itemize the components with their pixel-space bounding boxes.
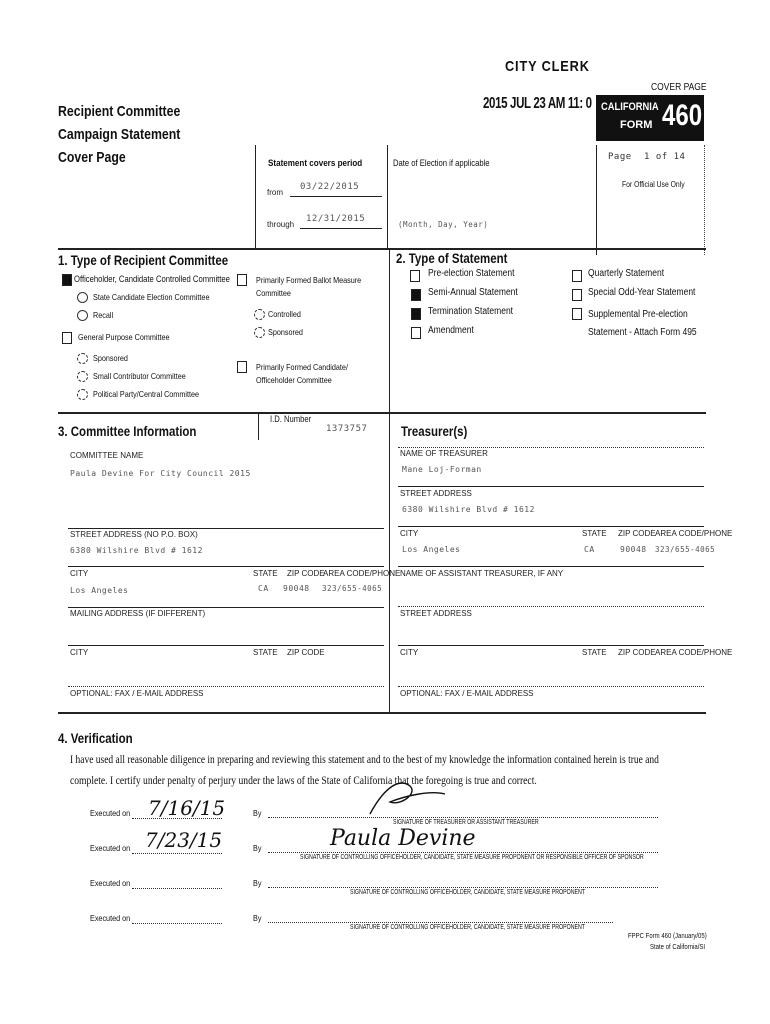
committee-street-value[interactable]: 6380 Wilshire Blvd # 1612 [70, 546, 203, 555]
treasurer-city-value[interactable]: Los Angeles [402, 545, 461, 554]
title-line-2: Campaign Statement [58, 126, 181, 143]
official-use-label: For Official Use Only [622, 180, 685, 189]
assistant-treasurer-label: NAME OF ASSISTANT TREASURER, IF ANY [400, 569, 564, 578]
section1-title: 1. Type of Recipient Committee [58, 252, 229, 268]
section1-divider [389, 248, 390, 413]
recall-radio[interactable] [77, 310, 88, 321]
through-line [300, 228, 382, 229]
committee-phone-value[interactable]: 323/655-4065 [322, 584, 383, 593]
termination-checkbox[interactable] [411, 308, 421, 320]
signature-caption-4: SIGNATURE OF CONTROLLING OFFICEHOLDER, CANDIDATE, STATE MEASURE PROPONENT [350, 924, 586, 931]
page-label: Page [608, 152, 632, 162]
treasurer-zip-value[interactable]: 90048 [620, 545, 647, 554]
state-candidate-label: State Candidate Election Committee [93, 292, 210, 302]
title-line-3: Cover Page [58, 149, 126, 166]
committee-city-line [68, 566, 384, 567]
committee-street-line [68, 528, 384, 529]
treasurer-state-value[interactable]: CA [584, 545, 595, 554]
received-date-stamp: 2015 JUL 23 AM 11: 0 [483, 95, 592, 112]
period-from-value[interactable]: 03/22/2015 [300, 182, 360, 192]
controlled-radio[interactable] [254, 309, 265, 320]
treasurer-name-label: NAME OF TREASURER [400, 449, 488, 458]
recall-label: Recall [93, 310, 114, 320]
statement-period-heading: Statement covers period [268, 158, 363, 169]
committee-city-label: CITY [70, 569, 89, 578]
signature-caption-1: SIGNATURE OF TREASURER OR ASSISTANT TREASURER [393, 819, 539, 826]
supplemental-line-2: Statement - Attach Form 495 [588, 327, 697, 338]
executed-label-3: Executed on [90, 878, 131, 888]
supplemental-line-1: Supplemental Pre-election [588, 309, 688, 320]
signature-line-4 [268, 922, 613, 923]
assistant-phone-label: AREA CODE/PHONE [655, 648, 733, 657]
executed-line-2 [132, 853, 222, 854]
from-line [290, 196, 382, 197]
signature-caption-3: SIGNATURE OF CONTROLLING OFFICEHOLDER, CANDIDATE, STATE MEASURE PROPONENT [350, 889, 586, 896]
controlled-label: Controlled [268, 309, 301, 319]
state-of-california-info: State of California/SI [650, 942, 706, 951]
special-odd-checkbox[interactable] [572, 289, 582, 301]
preelection-label: Pre-election Statement [428, 268, 515, 279]
candidate-committee-checkbox[interactable] [237, 361, 247, 373]
cover-page-label: COVER PAGE [651, 82, 707, 93]
treasurer-zip-label: ZIP CODE [618, 529, 656, 538]
sponsored2-label: Sponsored [268, 327, 303, 337]
ballot-measure-checkbox[interactable] [237, 274, 247, 286]
by-label-4: By [253, 913, 262, 923]
id-number-label: I.D. Number [270, 414, 312, 424]
official-use-right-border [704, 145, 705, 255]
section-divider-1 [58, 248, 706, 250]
mailing-city-line [68, 645, 384, 646]
treasurer-name-line [398, 447, 704, 448]
id-box-border [258, 412, 259, 440]
small-contributor-radio[interactable] [77, 371, 88, 382]
mailing-state-label: STATE [253, 648, 278, 657]
fppc-form-info: FPPC Form 460 (January/05) [628, 931, 707, 940]
section-divider-2 [58, 412, 706, 414]
committee-zip-value[interactable]: 90048 [283, 584, 310, 593]
semiannual-checkbox[interactable] [411, 289, 421, 301]
preelection-checkbox[interactable] [410, 270, 420, 282]
form-state-label: CALIFORNIA [601, 101, 659, 113]
through-label: through [267, 220, 295, 229]
treasurer-optional-label: OPTIONAL: FAX / E-MAIL ADDRESS [400, 689, 534, 698]
amendment-label: Amendment [428, 325, 474, 336]
executed-date-2[interactable]: 7/23/15 [145, 828, 223, 852]
sponsored-label: Sponsored [93, 353, 128, 363]
period-through-value[interactable]: 12/31/2015 [306, 214, 366, 224]
election-date-label: Date of Election if applicable [393, 158, 490, 168]
termination-label: Termination Statement [428, 306, 514, 317]
treasurer-name-value[interactable]: Mane Loj-Forman [402, 465, 482, 474]
section4-title: 4. Verification [58, 730, 133, 746]
mailing-city-label: CITY [70, 648, 89, 657]
from-label: from [267, 188, 283, 197]
signature-line-3 [268, 887, 658, 888]
signature-caption-2: SIGNATURE OF CONTROLLING OFFICEHOLDER, CANDIDATE, STATE MEASURE PROPONENT OR RESPONSIBLE OFFICER OF SPONSOR [300, 854, 644, 861]
election-date-placeholder[interactable]: (Month, Day, Year) [398, 220, 489, 229]
committee-state-value[interactable]: CA [258, 584, 269, 593]
committee-phone-label: AREA CODE/PHONE [323, 569, 401, 578]
page-title [58, 100, 207, 169]
section3-divider [389, 412, 390, 712]
quarterly-checkbox[interactable] [572, 270, 582, 282]
by-label-2: By [253, 843, 262, 853]
state-candidate-radio[interactable] [77, 292, 88, 303]
supplemental-checkbox[interactable] [572, 308, 582, 320]
verification-line-2: complete. I certify under penalty of perjury under the laws of the State of California that the foregoing is true and correct. [70, 773, 537, 787]
treasurer-city-label: CITY [400, 529, 419, 538]
political-party-label: Political Party/Central Committee [93, 389, 200, 399]
treasurer-optional-line [398, 686, 704, 687]
committee-zip-label: ZIP CODE [287, 569, 325, 578]
supplemental-label [588, 306, 697, 342]
period-left-border [255, 145, 256, 250]
committee-street-label: STREET ADDRESS (NO P.O. BOX) [70, 530, 198, 539]
treasurer-state-label: STATE [582, 529, 607, 538]
candidate-committee-line-1: Primarily Formed Candidate/ [256, 362, 348, 372]
general-purpose-label: General Purpose Committee [78, 332, 170, 342]
ballot-measure-line-1: Primarily Formed Ballot Measure [256, 275, 362, 285]
semiannual-label: Semi-Annual Statement [428, 287, 518, 298]
committee-optional-label: OPTIONAL: FAX / E-MAIL ADDRESS [70, 689, 204, 698]
signature-line-2 [268, 852, 658, 853]
treasurer-street-label: STREET ADDRESS [400, 489, 472, 498]
city-clerk-stamp: CITY CLERK [505, 58, 590, 75]
mailing-zip-label: ZIP CODE [287, 648, 325, 657]
mailing-address-label: MAILING ADDRESS (IF DIFFERENT) [70, 609, 206, 618]
ballot-measure-label [256, 274, 361, 300]
assistant-state-label: STATE [582, 648, 607, 657]
officeholder-label: Officeholder, Candidate Controlled Committee [74, 274, 230, 284]
treasurer-street-line [398, 486, 704, 487]
by-label-3: By [253, 878, 262, 888]
executed-line-4 [132, 923, 222, 924]
candidate-committee-line-2: Officeholder Committee [256, 375, 332, 385]
treasurer-phone-label: AREA CODE/PHONE [655, 529, 733, 538]
ballot-measure-line-2: Committee [256, 288, 291, 298]
assistant-street-line [398, 606, 704, 607]
committee-state-label: STATE [253, 569, 278, 578]
executed-date-1[interactable]: 7/16/15 [148, 796, 226, 820]
section2-title: 2. Type of Statement [396, 250, 508, 266]
quarterly-label: Quarterly Statement [588, 268, 665, 279]
special-odd-label: Special Odd-Year Statement [588, 287, 696, 298]
amendment-checkbox[interactable] [411, 327, 421, 339]
form-word-label: FORM [620, 119, 653, 131]
candidate-signature: Paula Devine [330, 826, 476, 851]
treasurer-street-value[interactable]: 6380 Wilshire Blvd # 1612 [402, 505, 535, 514]
treasurer-city-line [398, 526, 704, 527]
sponsored-radio[interactable] [77, 353, 88, 364]
official-use-border [596, 145, 597, 255]
assistant-street-label: STREET ADDRESS [400, 609, 472, 618]
small-contributor-label: Small Contributor Committee [93, 371, 186, 381]
general-purpose-checkbox[interactable] [62, 332, 72, 344]
executed-label-1: Executed on [90, 808, 131, 818]
executed-line-3 [132, 888, 222, 889]
political-party-radio[interactable] [77, 389, 88, 400]
signature-line-1 [268, 817, 658, 818]
assistant-city-label: CITY [400, 648, 419, 657]
by-label-1: By [253, 808, 262, 818]
committee-name-label: COMMITTEE NAME [70, 451, 144, 460]
executed-label-4: Executed on [90, 913, 131, 923]
treasurer-title: Treasurer(s) [401, 423, 468, 439]
form-number-box [596, 95, 704, 141]
section-divider-3 [58, 712, 706, 714]
section3-title: 3. Committee Information [58, 423, 197, 439]
committee-optional-line [68, 686, 384, 687]
officeholder-checkbox[interactable] [62, 274, 72, 286]
mailing-line [68, 607, 384, 608]
executed-label-2: Executed on [90, 843, 131, 853]
form-number: 460 [662, 99, 703, 132]
assistant-line [398, 566, 704, 567]
page-number: 1 of 14 [644, 152, 686, 162]
id-number-value[interactable]: 1373757 [326, 424, 368, 434]
treasurer-phone-value[interactable]: 323/655-4065 [655, 545, 716, 554]
title-line-1: Recipient Committee [58, 103, 181, 120]
assistant-zip-label: ZIP CODE [618, 648, 656, 657]
committee-city-value[interactable]: Los Angeles [70, 586, 129, 595]
committee-name-value[interactable]: Paula Devine For City Council 2015 [70, 469, 251, 478]
period-divider [387, 145, 388, 250]
assistant-city-line [398, 645, 704, 646]
candidate-committee-label [256, 361, 348, 387]
sponsored2-radio[interactable] [254, 327, 265, 338]
verification-line-1: I have used all reasonable diligence in preparing and reviewing this statement and to the best of my knowledge the information contained herein is true and [70, 752, 659, 766]
treasurer-signature [360, 776, 450, 820]
